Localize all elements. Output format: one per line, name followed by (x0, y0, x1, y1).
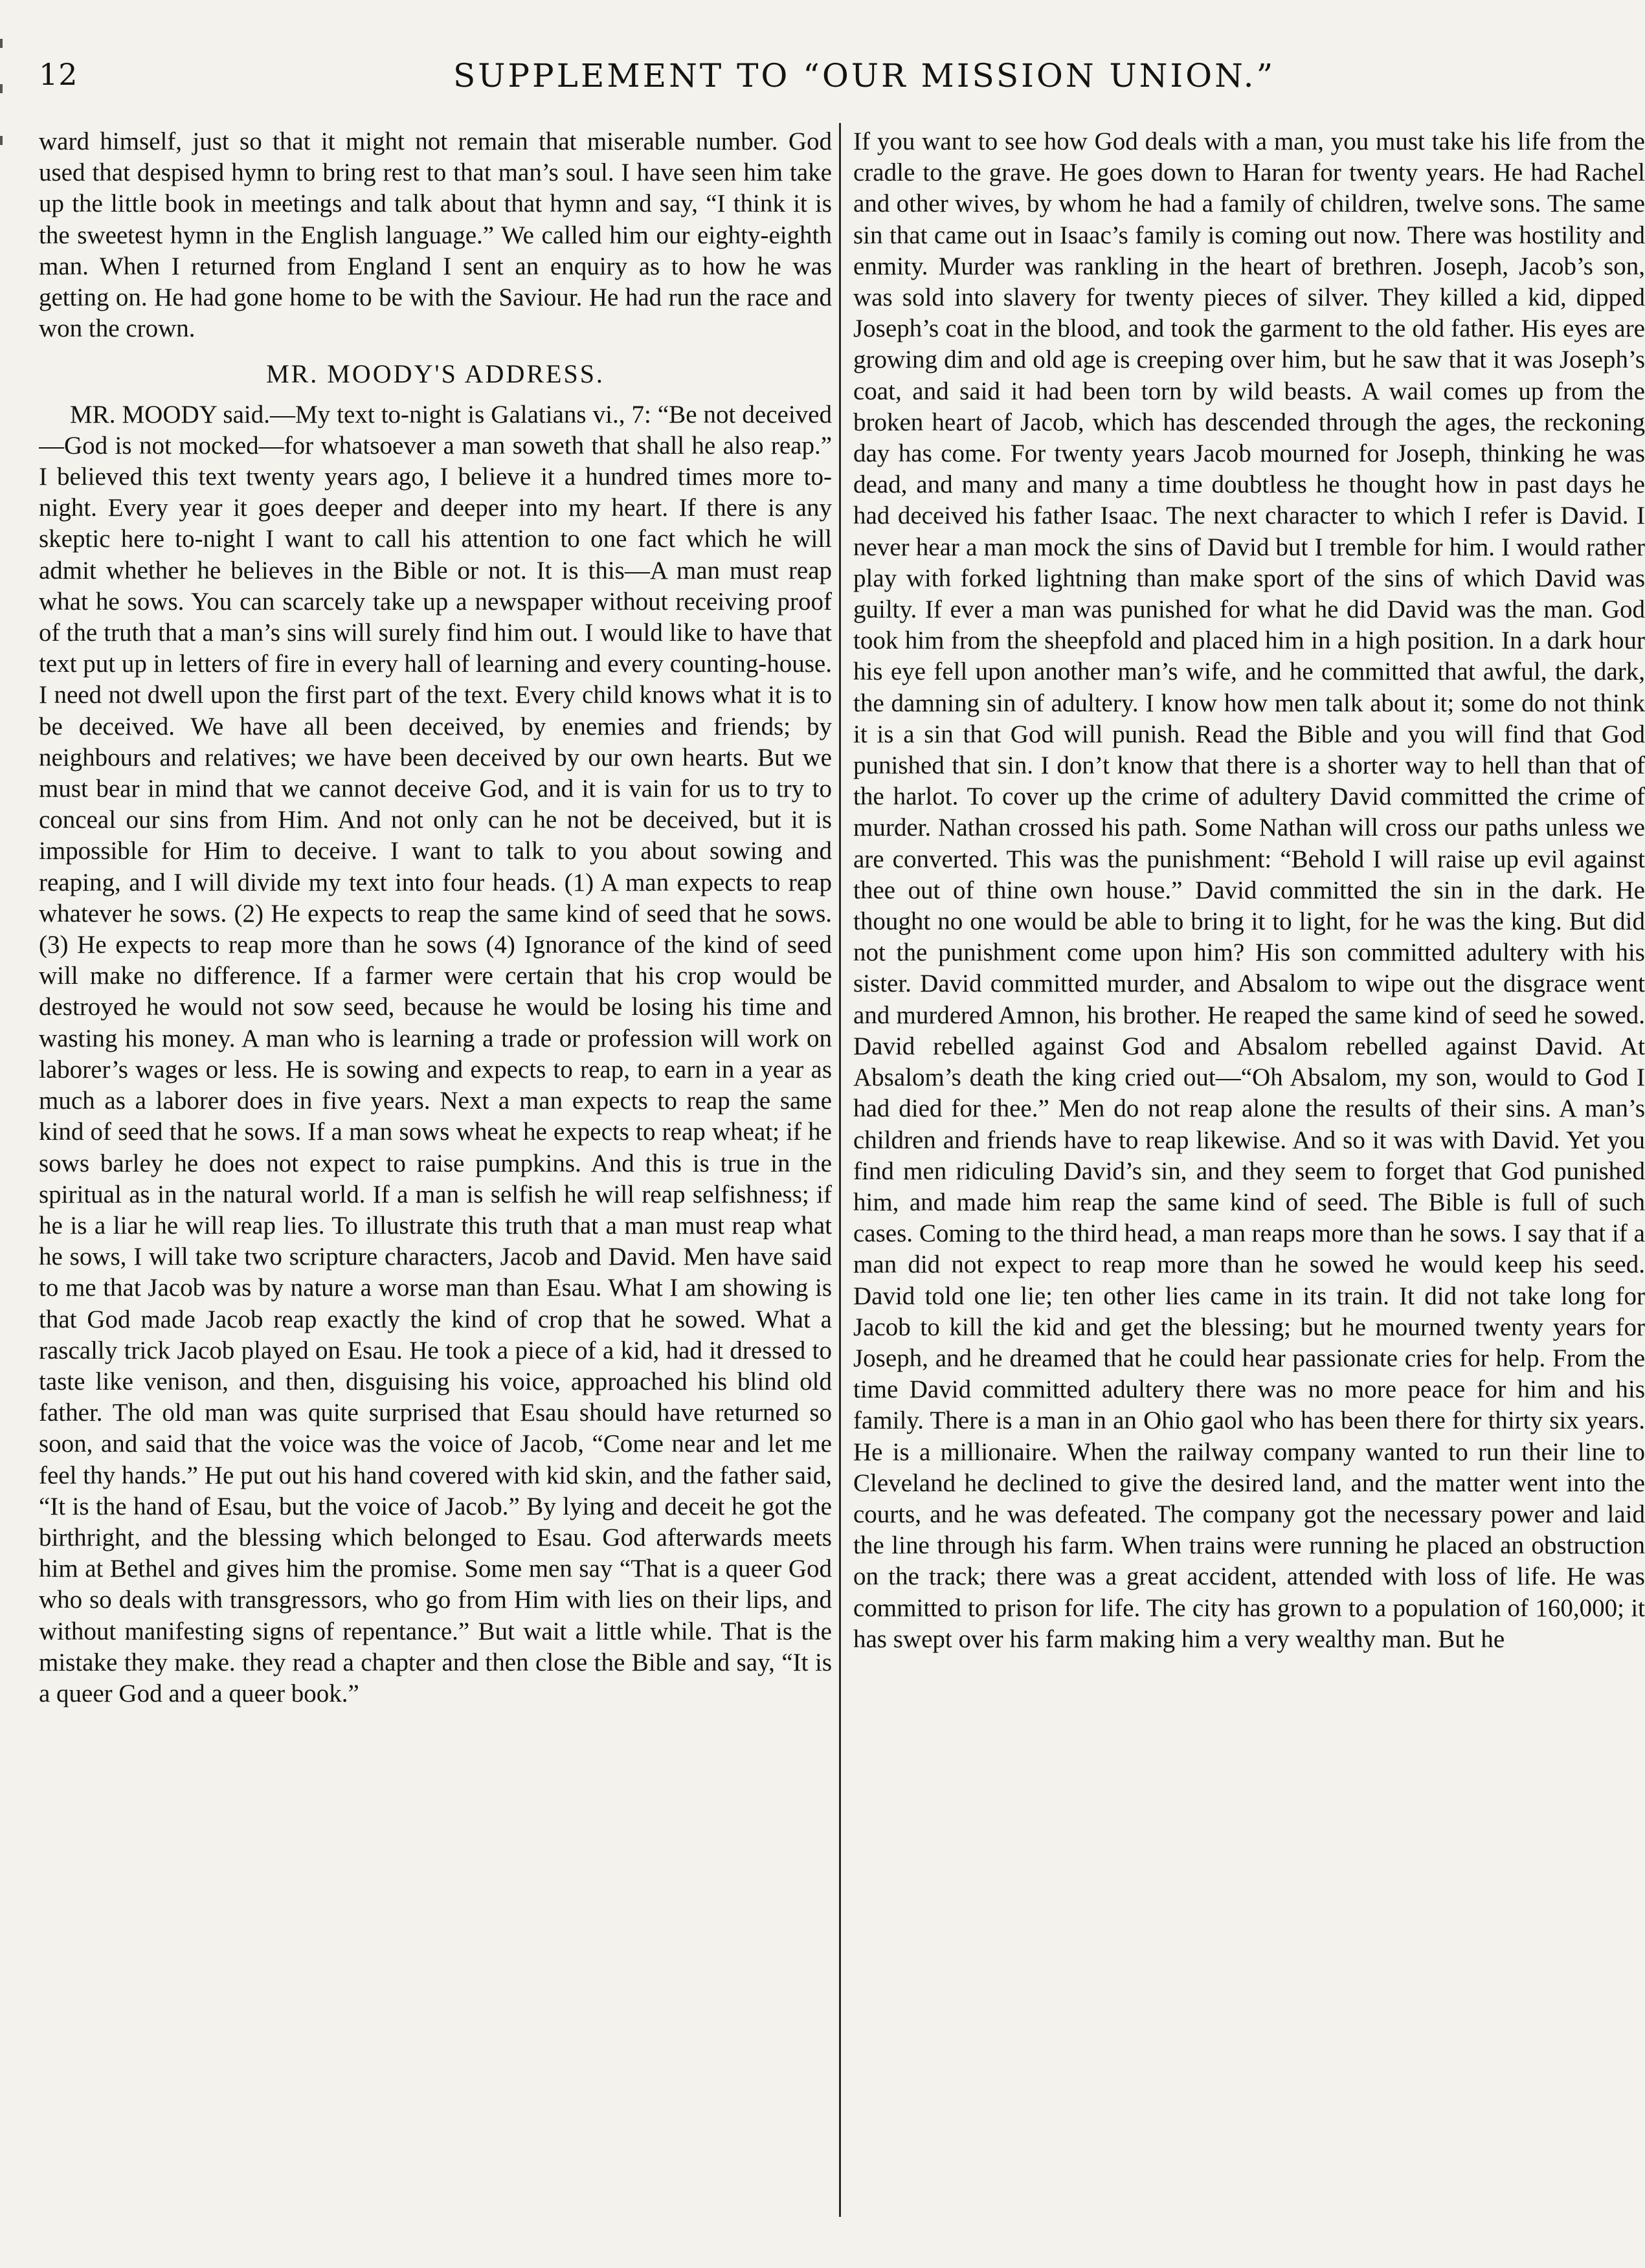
address-paragraph: MR. MOODY said.—My text to-night is Galatians vi., 7: “Be not deceived—God is not mocked—for whatsoever a man soweth that shall he also reap.” I believed this text twenty years ago, I believe it a hundred times more to-night. Every year it goes deeper and deeper into my heart. If there is any skeptic here to-night I want to call his attention to one fact which he will admit whether he believes in the Bible or not. It is this—A man must reap what he sows. You can scarcely take up a newspaper without receiving proof of the truth that a man’s sins will surely find him out. I would like to have that text put up in letters of fire in every hall of learning and every counting-house. I need not dwell upon the first part of the text. Every child knows what it is to be deceived. We have all been deceived, by enemies and friends; by neighbours and relatives; we have been deceived by our own hearts. But we must bear in mind that we cannot deceive God, and it is vain for us to try to conceal our sins from Him. And not only can he not be deceived, but it is impossible for Him to deceive. I want to talk to you about sowing and reaping, and I will divide my text into four heads. (1) A man expects to reap whatever he sows. (2) He expects to reap the same kind of seed that he sows. (3) He expects to reap more than he sows (4) Ignorance of the kind of seed will make no difference. If a farmer were certain that his crop would be destroyed he would not sow seed, because he would be losing his time and wasting his money. A man who is learning a trade or profession will work on laborer’s wages or less. He is sowing and expects to reap, to earn in a year as much as a laborer does in five years. Next a man expects to reap the same kind of seed that he sows. If a man sows wheat he expects to reap wheat; if he sows barley he does not expect to raise pumpkins. And this is true in the spiritual as in the natural world. If a man is selfish he will reap selfishness; if he is a liar he will reap lies. To illustrate this truth that a man must reap what he sows, I will take two scripture characters, Jacob and David. Men have said to me that Jacob was by nature a worse man than Esau. What I am showing is that God made Jacob reap exactly the kind of crop that he sowed. What a rascally trick Jacob played on Esau. He took a piece of a kid, had it dressed to taste like venison, and then, disguising his voice, approached his blind old father. The old man was quite surprised that Esau should have returned so soon, and said that the voice was the voice of Jacob, “Come near and let me feel thy hands.” He put out his hand covered with kid skin, and the father said, “It is the hand of Esau, but the voice of Jacob.” By lying and deceit he got the birthright, and the blessing which belonged to Esau. God afterwards meets him at Bethel and gives him the promise. Some men say “That is a queer God who so deals with transgressors, who go from Him with lies on their lips, and without manifesting signs of repentance.” But wait a little while. That is the mistake they make. they read a chapter and then close the Bible and say, “It is a queer God and a queer book.” (39, 400, 832, 1707)
section-heading: MR. MOODY'S ADDRESS. (266, 359, 605, 389)
right-column (853, 126, 1645, 2220)
page-header (39, 57, 1644, 115)
column-rule (839, 123, 841, 2217)
continued-paragraph: If you want to see how God deals with a man, you must take his life from the cradle to the grave. He goes down to Haran for twenty years. He had Rachel and other wives, by whom he had a family of children, twelve sons. The same sin that came out in Isaac’s family is coming out now. There was hostility and enmity. Murder was rankling in the heart of brethren. Joseph, Jacob’s son, was sold into slavery for twenty pieces of silver. They killed a kid, dipped Joseph’s coat in the blood, and took the garment to the old father. His eyes are growing dim and old age is creeping over him, but he saw that it was Joseph’s coat, and said it had been torn by wild beasts. A wail comes up from the broken heart of Jacob, which has descended through the ages, the reckoning day has come. For twenty years Jacob mourned for Joseph, thinking he was dead, and many and many a time doubtless he thought how in past days he had deceived his father Isaac. The next character to which I refer is David. I never hear a man mock the sins of David but I tremble for him. I would rather play with forked lightning than make sport of the sins of which David was guilty. If ever a man was punished for what he did David was the man. God took him from the sheepfold and placed him in a high position. In a dark hour his eye fell upon another man’s wife, and he committed that awful, the dark, the damning sin of adultery. I know how men talk about it; some do not think it is a sin that God will punish. Read the Bible and you will find that God punished that sin. I don’t know that there is a shorter way to hell than that of the harlot. To cover up the crime of adultery David committed the crime of murder. Nathan crossed his path. Some Nathan will cross our paths unless we are converted. This was the punishment: “Behold I will raise up evil against thee out of thine own house.” David committed the sin in the dark. He thought no one would be able to bring it to light, for he was the king. But did not the punishment come upon him? His son committed adultery with his sister. David committed murder, and Absalom to wipe out the disgrace went and murdered Amnon, his brother. He reaped the same kind of seed he sowed. David rebelled against God and Absalom rebelled against David. At Absalom’s death the king cried out—“Oh Absalom, my son, would to God I had died for thee.” Men do not reap alone the results of their sins. A man’s children and friends have to reap likewise. And so it was with David. Yet you find men ridiculing David’s sin, and they seem to forget that God punished him, and made him reap the same kind of seed. The Bible is full of such cases. Coming to the third head, a man reaps more than he sows. I say that if a man did not expect to reap more than he sowed he would keep his seed. David told one lie; ten other lies came in its train. It did not take long for Jacob to kill the kid and get the blessing; but he mourned twenty years for Joseph, and he dreamed that he could hear passionate cries for help. From the time David committed adultery there was no more peace for him and his family. There is a man in an Ohio gaol who has been there for thirty six years. He is a millionaire. When the railway company wanted to run their line to Cleveland he declined to give the desired land, and the matter went into the courts, and he was defeated. The company got the necessary power and laid the line through his farm. When trains were running he placed an obstruction on the track; there was a great accident, attended with loss of life. He was committed to prison for life. The city has grown to a population of 160,000; it has swept over his farm making him a very wealthy man. But he (853, 128, 1645, 1653)
scan-edge-marks (0, 0, 4, 2268)
intro-paragraph: ward himself, just so that it might not remain that miserable number. God used that despised hymn to bring rest to that man’s soul. I have seen him take up the little book in meetings and talk about that hymn and say, “I think it is the sweetest hymn in the English language.” We called him our eighty-eighth man. When I returned from England I sent an enquiry as to how he was getting on. He had gone home to be with the Saviour. He had run the race and won the crown. (39, 128, 832, 343)
page-number: 12 (39, 57, 78, 92)
running-title: SUPPLEMENT TO “OUR MISSION UNION.” (453, 57, 1276, 94)
left-column (39, 126, 832, 2220)
